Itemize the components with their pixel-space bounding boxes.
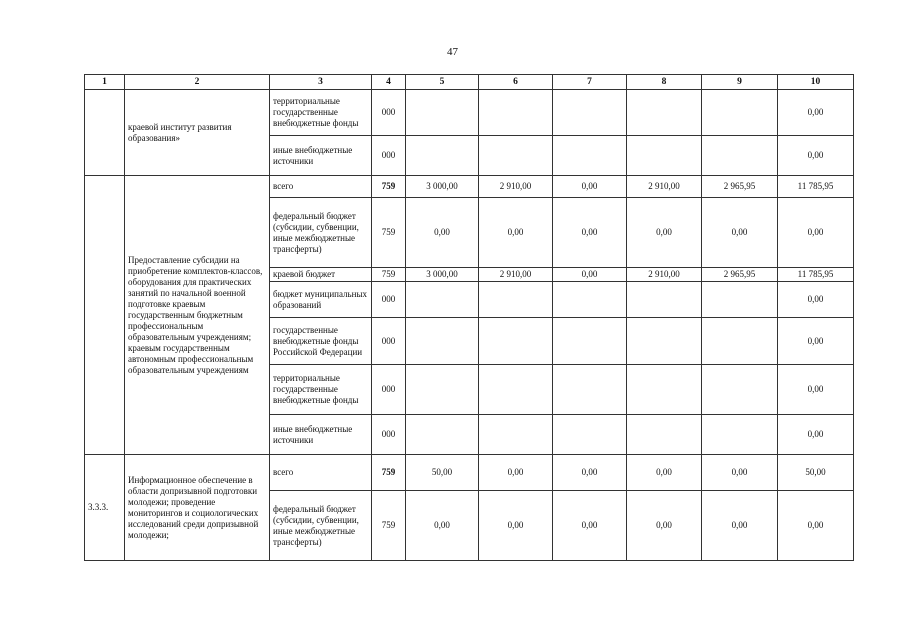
cell-c5	[406, 318, 479, 365]
item-description: Предоставление субсидии на приобретение комплектов-классов, оборудования для практических занятий по начальной военной подготовке краевым государственным бюджетным профессиональным образовательным учреждениям; краевым государственным автономным профессиональным образовательным учреждениям	[125, 176, 270, 455]
cell-c10: 0,00	[778, 491, 854, 561]
page-number: 47	[447, 46, 458, 58]
cell-c10: 0,00	[778, 365, 854, 415]
cell-c8	[627, 318, 702, 365]
cell-c10: 0,00	[778, 282, 854, 318]
item-description: Информационное обеспечение в области допризывной подготовки молодежи; проведение мониторингов и социологических исследований среди допризывной молодежи;	[125, 455, 270, 561]
header-row	[85, 75, 854, 90]
funding-source: бюджет муниципальных образований	[270, 282, 372, 318]
cell-c7	[553, 318, 627, 365]
funding-source: федеральный бюджет (субсидии, субвенции, иные межбюджетные трансферты)	[270, 491, 372, 561]
cell-c6: 0,00	[479, 198, 553, 268]
column-header-10: 10	[778, 75, 854, 90]
column-header-4: 4	[372, 75, 406, 90]
cell-c7: 0,00	[553, 198, 627, 268]
cell-c5: 0,00	[406, 198, 479, 268]
funding-source: государственные внебюджетные фонды Российской Федерации	[270, 318, 372, 365]
cell-c5	[406, 136, 479, 176]
cell-c4: 759	[372, 455, 406, 491]
cell-c6	[479, 282, 553, 318]
cell-c9: 2 965,95	[702, 176, 778, 198]
cell-c8	[627, 415, 702, 455]
cell-c9: 0,00	[702, 198, 778, 268]
cell-c10: 0,00	[778, 90, 854, 136]
cell-c5: 3 000,00	[406, 268, 479, 282]
funding-source: федеральный бюджет (субсидии, субвенции, иные межбюджетные трансферты)	[270, 198, 372, 268]
cell-c9: 0,00	[702, 491, 778, 561]
cell-c9	[702, 90, 778, 136]
cell-c4: 759	[372, 176, 406, 198]
cell-c7	[553, 415, 627, 455]
cell-c8	[627, 365, 702, 415]
column-header-2: 2	[125, 75, 270, 90]
cell-c10: 0,00	[778, 415, 854, 455]
column-header-3: 3	[270, 75, 372, 90]
cell-c4: 000	[372, 365, 406, 415]
column-header-1: 1	[85, 75, 125, 90]
column-header-9: 9	[702, 75, 778, 90]
cell-c7: 0,00	[553, 176, 627, 198]
table-row	[85, 176, 854, 198]
cell-c6	[479, 318, 553, 365]
cell-c8	[627, 282, 702, 318]
column-header-6: 6	[479, 75, 553, 90]
cell-c5: 50,00	[406, 455, 479, 491]
funding-source: краевой бюджет	[270, 268, 372, 282]
cell-c7	[553, 365, 627, 415]
cell-c8: 2 910,00	[627, 176, 702, 198]
cell-c6	[479, 136, 553, 176]
cell-c4: 759	[372, 268, 406, 282]
table-row	[85, 455, 854, 491]
cell-c4: 000	[372, 318, 406, 365]
cell-c10: 0,00	[778, 136, 854, 176]
cell-c7	[553, 282, 627, 318]
item-index	[85, 90, 125, 176]
funding-source: всего	[270, 176, 372, 198]
cell-c9	[702, 282, 778, 318]
item-index	[85, 176, 125, 455]
column-header-5: 5	[406, 75, 479, 90]
cell-c8: 2 910,00	[627, 268, 702, 282]
cell-c5: 0,00	[406, 491, 479, 561]
cell-c8	[627, 90, 702, 136]
cell-c7: 0,00	[553, 491, 627, 561]
cell-c9	[702, 415, 778, 455]
cell-c9	[702, 318, 778, 365]
funding-source: иные внебюджетные источники	[270, 136, 372, 176]
cell-c6	[479, 90, 553, 136]
cell-c6: 0,00	[479, 491, 553, 561]
cell-c5	[406, 282, 479, 318]
cell-c9	[702, 136, 778, 176]
cell-c9	[702, 365, 778, 415]
cell-c10: 0,00	[778, 318, 854, 365]
cell-c6: 2 910,00	[479, 268, 553, 282]
column-header-8: 8	[627, 75, 702, 90]
cell-c5	[406, 90, 479, 136]
cell-c8: 0,00	[627, 455, 702, 491]
budget-table	[84, 74, 854, 561]
cell-c5	[406, 415, 479, 455]
cell-c10: 50,00	[778, 455, 854, 491]
cell-c10: 11 785,95	[778, 176, 854, 198]
cell-c7	[553, 136, 627, 176]
item-description: краевой институт развития образования»	[125, 90, 270, 176]
funding-source: территориальные государственные внебюджетные фонды	[270, 365, 372, 415]
cell-c9: 0,00	[702, 455, 778, 491]
cell-c8: 0,00	[627, 491, 702, 561]
cell-c8: 0,00	[627, 198, 702, 268]
cell-c6	[479, 415, 553, 455]
cell-c10: 0,00	[778, 198, 854, 268]
funding-source: иные внебюджетные источники	[270, 415, 372, 455]
cell-c6	[479, 365, 553, 415]
cell-c7: 0,00	[553, 268, 627, 282]
column-header-7: 7	[553, 75, 627, 90]
cell-c4: 000	[372, 282, 406, 318]
cell-c5	[406, 365, 479, 415]
cell-c7: 0,00	[553, 455, 627, 491]
cell-c5: 3 000,00	[406, 176, 479, 198]
cell-c6: 0,00	[479, 455, 553, 491]
funding-source: территориальные государственные внебюджетные фонды	[270, 90, 372, 136]
cell-c4: 000	[372, 415, 406, 455]
table-row	[85, 90, 854, 136]
cell-c4: 759	[372, 491, 406, 561]
cell-c9: 2 965,95	[702, 268, 778, 282]
cell-c7	[553, 90, 627, 136]
cell-c4: 759	[372, 198, 406, 268]
cell-c6: 2 910,00	[479, 176, 553, 198]
cell-c4: 000	[372, 136, 406, 176]
item-index: 3.3.3.	[85, 455, 125, 561]
cell-c8	[627, 136, 702, 176]
cell-c4: 000	[372, 90, 406, 136]
cell-c10: 11 785,95	[778, 268, 854, 282]
funding-source: всего	[270, 455, 372, 491]
table-body	[85, 90, 854, 561]
